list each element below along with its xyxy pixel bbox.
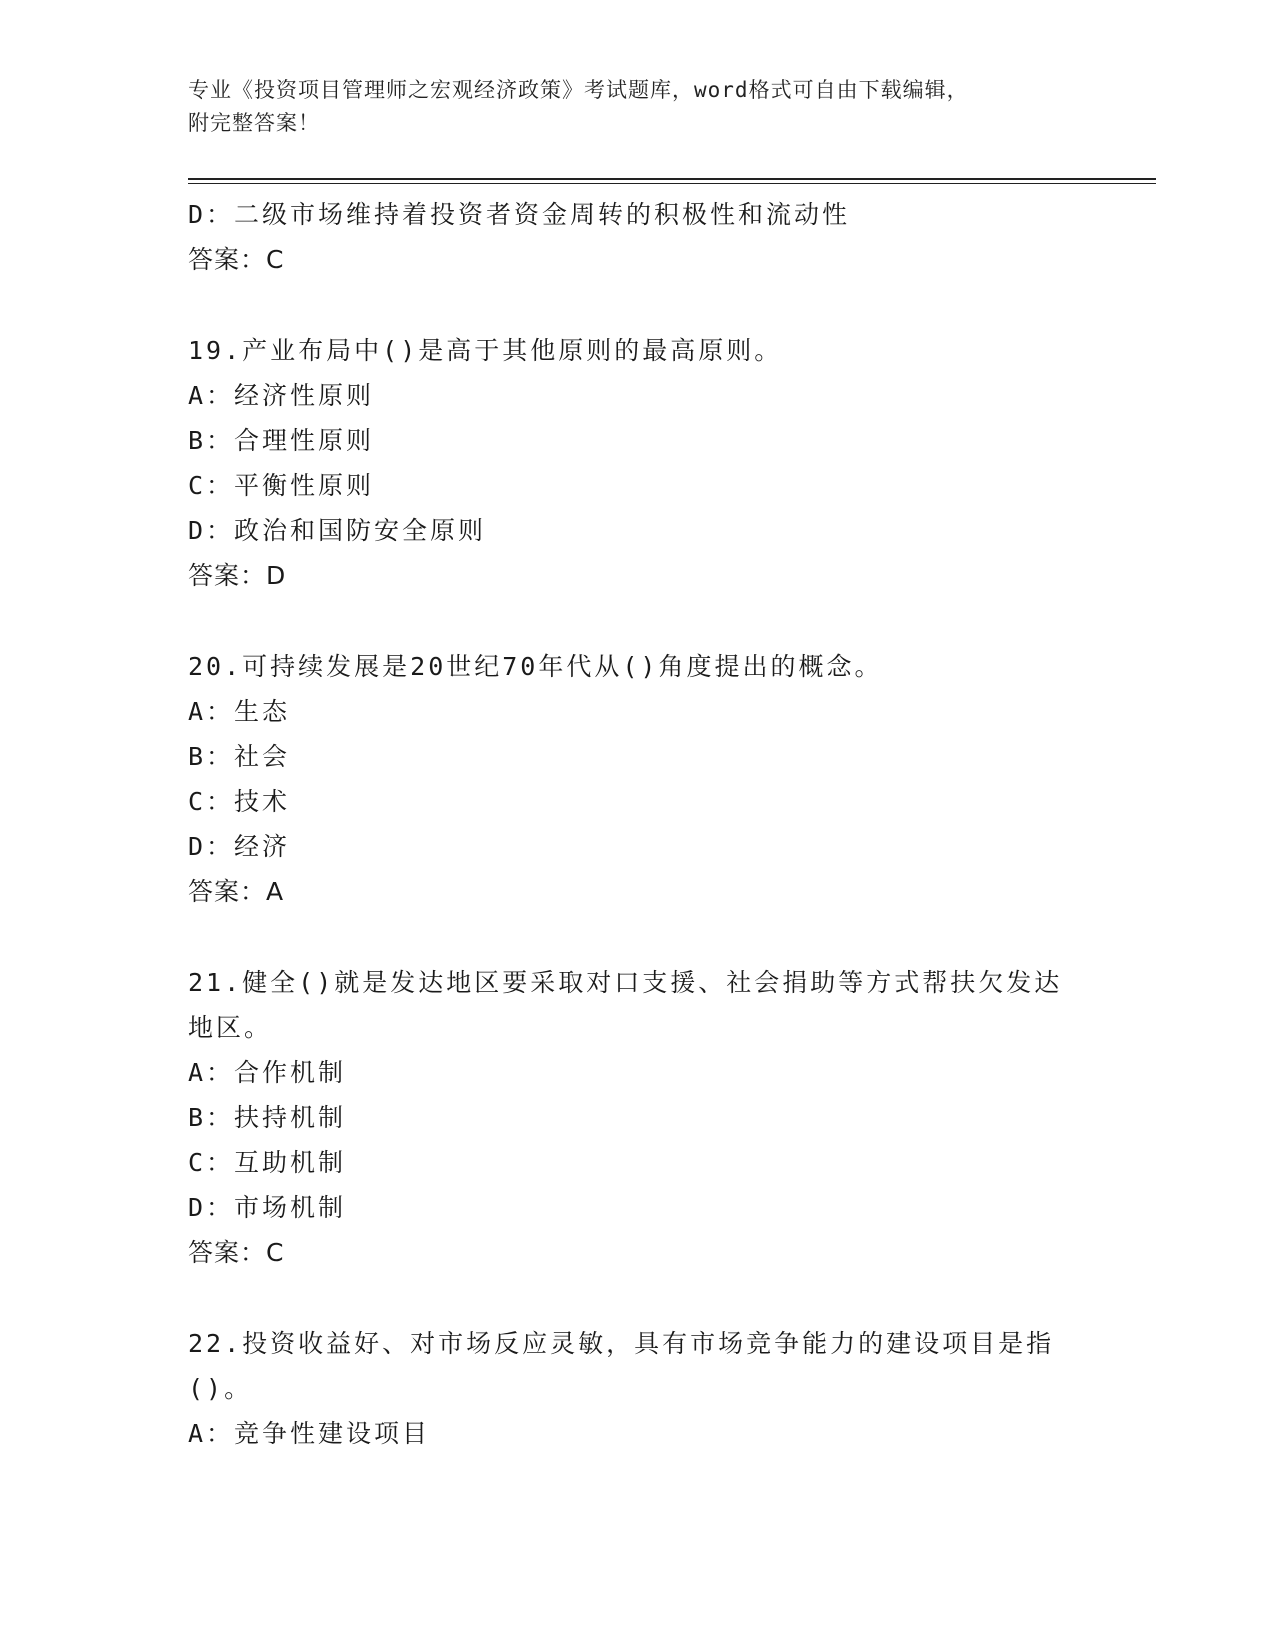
question-stem-line-1: 21.健全()就是发达地区要采取对口支援、社会捐助等方式帮扶欠发达 [188,968,1063,997]
question-19 [188,328,1088,598]
previous-question-tail [188,192,1088,282]
option-c: C：互助机制 [188,1148,347,1177]
question-stem-line-2: 地区。 [188,1013,273,1042]
question-stem-line-1: 22.投资收益好、对市场反应灵敏，具有市场竞争能力的建设项目是指 [188,1329,1055,1358]
answer: 答案：C [188,245,285,274]
option-a: A：生态 [188,697,291,726]
header-line-2: 附完整答案！ [188,111,320,135]
header-line-1: 专业《投资项目管理师之宏观经济政策》考试题库，word格式可自由下载编辑， [188,78,969,102]
header-divider-thin [188,183,1156,184]
header-divider-thick [188,178,1156,180]
option-d: D：政治和国防安全原则 [188,516,487,545]
question-stem-line-2: ()。 [188,1374,253,1403]
answer: 答案：C [188,1238,285,1267]
answer: 答案：A [188,877,285,906]
option-b: B：扶持机制 [188,1103,347,1132]
option-b: B：合理性原则 [188,426,375,455]
question-list [188,192,1088,1456]
option-a: A：竞争性建设项目 [188,1419,431,1448]
question-stem: 19.产业布局中()是高于其他原则的最高原则。 [188,336,783,365]
option-c: C：技术 [188,787,291,816]
option-c: C：平衡性原则 [188,471,375,500]
option-b: B：社会 [188,742,291,771]
option-a: A：合作机制 [188,1058,347,1087]
question-22 [188,1321,1088,1456]
question-21 [188,960,1088,1275]
question-20 [188,644,1088,914]
option-a: A：经济性原则 [188,381,375,410]
question-stem: 20.可持续发展是20世纪70年代从()角度提出的概念。 [188,652,883,681]
page-header [188,74,1088,140]
answer: 答案：D [188,561,287,590]
option-d: D：市场机制 [188,1193,347,1222]
option-d: D：经济 [188,832,291,861]
option-d: D：二级市场维持着投资者资金周转的积极性和流动性 [188,200,851,229]
